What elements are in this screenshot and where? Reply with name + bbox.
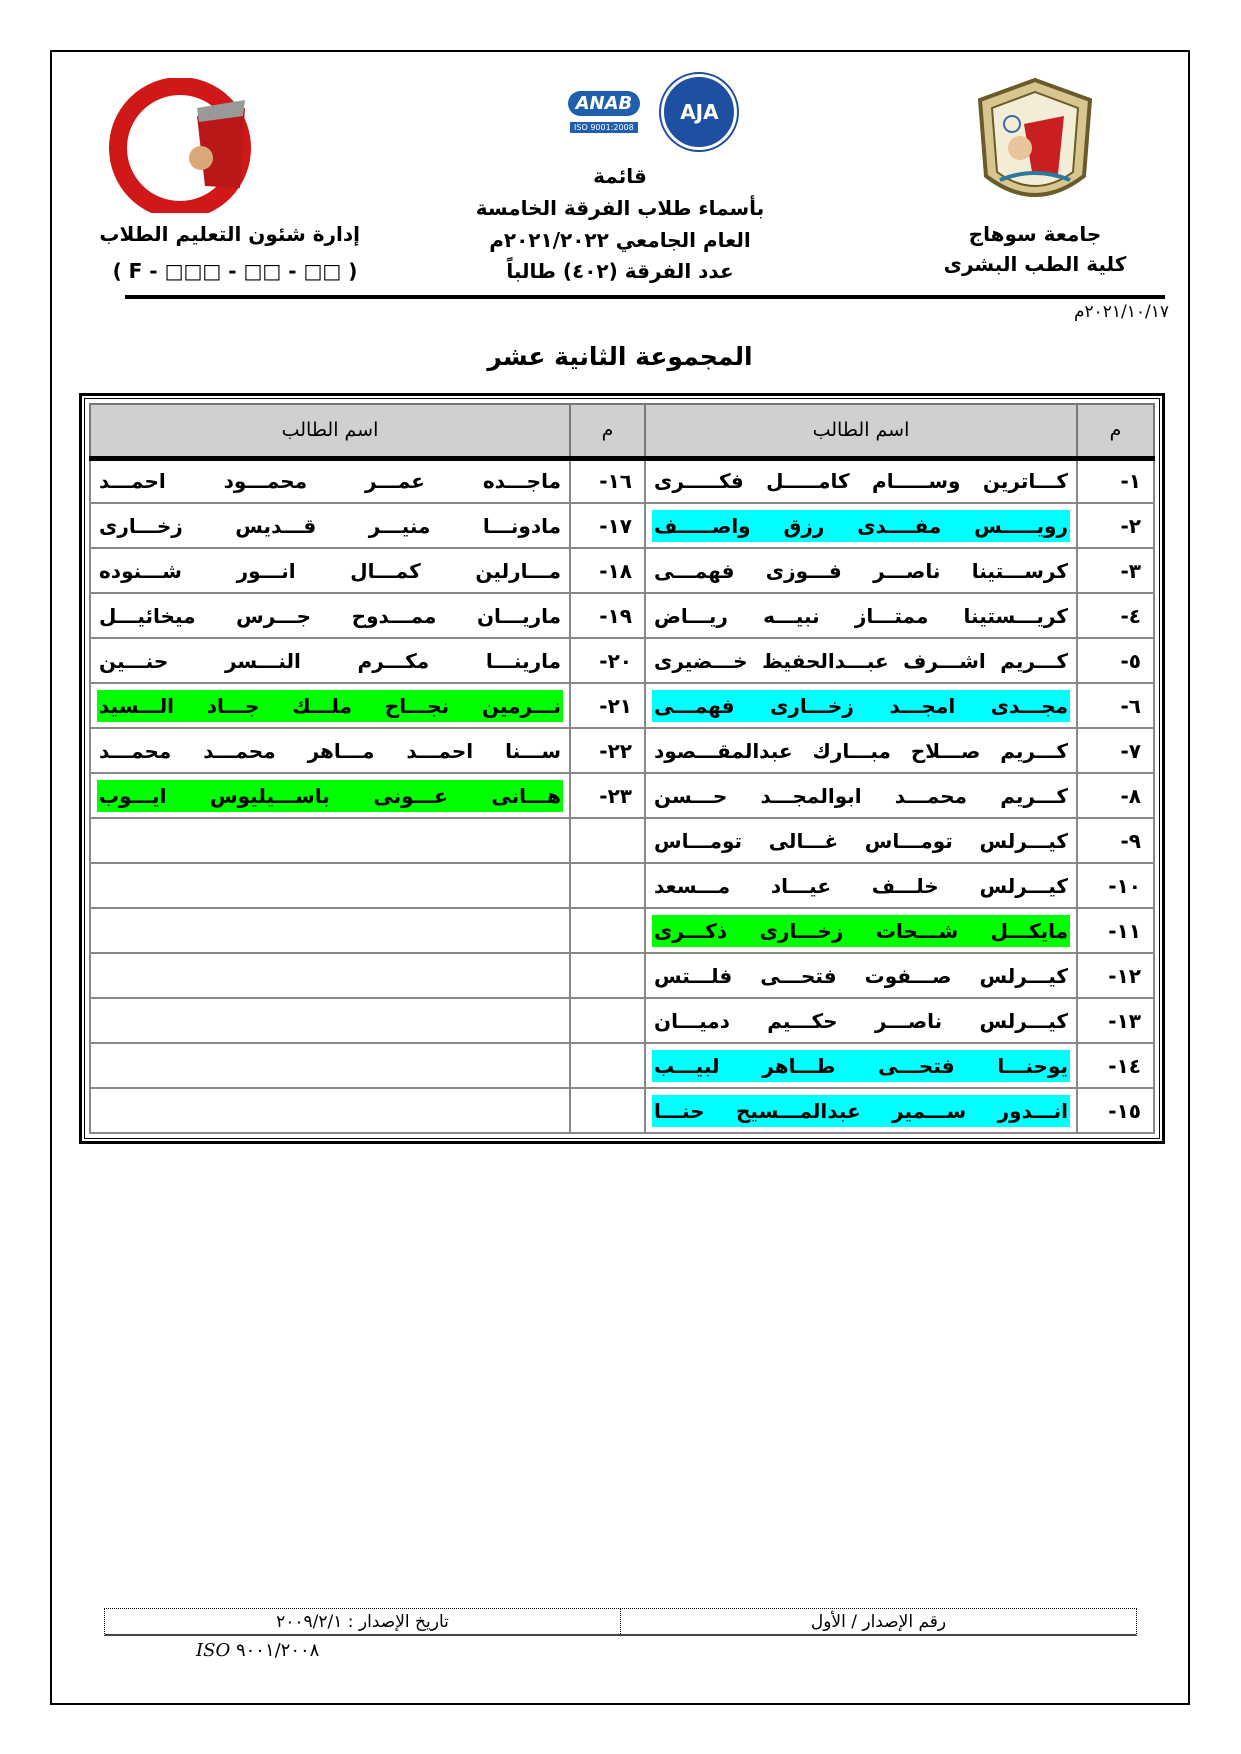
student-name	[645, 998, 1077, 1043]
student-name-text: مادونـــا منيـــر قـــديس زخـــارى	[99, 513, 561, 538]
student-name	[90, 458, 570, 503]
row-number: ١٣-	[1077, 998, 1154, 1043]
student-name-text: انـــدور ســـمير عبدالمـــسيح حنـــا	[652, 1095, 1070, 1127]
student-name	[645, 773, 1077, 818]
student-name-text: كيـــرلس تومـــاس غـــالى تومـــاس	[654, 828, 1068, 853]
student-name	[90, 998, 570, 1043]
doc-title-list: قائمة	[593, 164, 647, 188]
row-number	[570, 1088, 645, 1133]
row-number: ١٩-	[570, 593, 645, 638]
row-number: ٧-	[1077, 728, 1154, 773]
header-name-left: اسم الطالب	[90, 404, 570, 458]
form-code: ( F - □□□ - □□ - □□ )	[112, 259, 358, 283]
student-name-text: رويـــــس مفــــدى رزق واصـــــف	[652, 510, 1070, 542]
student-name	[645, 638, 1077, 683]
student-name	[90, 548, 570, 593]
student-name	[645, 818, 1077, 863]
student-name-text: ماجـــده عمـــر محمـــود احمـــد	[99, 469, 561, 494]
footer-box	[104, 1608, 1137, 1636]
row-number: ٢٣-	[570, 773, 645, 818]
student-name	[645, 593, 1077, 638]
student-name	[90, 728, 570, 773]
student-name-text: مـــارلين كمـــال انـــور شـــنوده	[99, 558, 561, 583]
student-name	[645, 728, 1077, 773]
student-name	[90, 863, 570, 908]
table-row	[90, 548, 1154, 593]
certification-logos	[557, 73, 748, 151]
table-row	[90, 953, 1154, 998]
table-row	[90, 1043, 1154, 1088]
row-number: ١٠-	[1077, 863, 1154, 908]
table-row	[90, 818, 1154, 863]
row-number	[570, 863, 645, 908]
academic-year: العام الجامعي ٢٠٢١/٢٠٢٢م	[489, 228, 751, 252]
student-name-text: كريـــستينا ممتـــاز نبيـــه ريـــاض	[654, 603, 1068, 628]
student-name	[645, 548, 1077, 593]
row-number: ٦-	[1077, 683, 1154, 728]
doc-subtitle-class: بأسماء طلاب الفرقة الخامسة	[475, 196, 765, 220]
row-number	[570, 818, 645, 863]
row-number: ١٦-	[570, 458, 645, 503]
student-name	[90, 593, 570, 638]
student-name-text: كـــريم اشـــرف عبـــدالحفيظ خـــضيرى	[654, 648, 1068, 673]
group-title: المجموعة الثانية عشر	[487, 342, 753, 371]
student-name	[90, 503, 570, 548]
table-row	[90, 863, 1154, 908]
university-name: جامعة سوهاج	[968, 222, 1102, 246]
student-name	[90, 953, 570, 998]
student-name	[645, 863, 1077, 908]
issue-date: تاريخ الإصدار : ٢٠٠٩/٢/١	[276, 1612, 449, 1632]
row-number: ١٤-	[1077, 1043, 1154, 1088]
student-name-text: نـــرمين نجـــاح ملـــك جـــاد الـــسيد	[97, 690, 563, 722]
student-name	[90, 773, 570, 818]
row-number	[570, 1043, 645, 1088]
table-row	[90, 593, 1154, 638]
student-name	[645, 683, 1077, 728]
header-name-right: اسم الطالب	[645, 404, 1077, 458]
student-name-text: ســـنا احمـــد مـــاهر محمـــد محمـــد	[99, 738, 561, 763]
student-name-text: كـــاترين وســـــام كامـــــل فكـــــرى	[654, 469, 1068, 494]
row-number: ١٨-	[570, 548, 645, 593]
table-row	[90, 998, 1154, 1043]
table-row	[90, 728, 1154, 773]
student-name-text: كيـــرلس صـــفوت فتحـــى فلـــتس	[654, 963, 1068, 988]
student-name	[645, 503, 1077, 548]
student-name-text: ماريـــان ممـــدوح جـــرس ميخائيـــل	[99, 603, 561, 628]
class-count: عدد الفرقة (٤٠٢) طالباً	[506, 259, 734, 283]
row-number	[570, 953, 645, 998]
student-name	[90, 683, 570, 728]
table-row	[90, 638, 1154, 683]
table-row	[90, 503, 1154, 548]
student-name-text: مارينـــا مكـــرم النـــسر حنـــين	[99, 648, 561, 673]
table-row	[90, 908, 1154, 953]
sohag-university-seal-logo	[972, 76, 1098, 214]
row-number	[570, 908, 645, 953]
row-number: ١٧-	[570, 503, 645, 548]
student-name	[645, 1043, 1077, 1088]
row-number	[570, 998, 645, 1043]
student-name-text: كرســـتينا ناصـــر فـــوزى فهمـــى	[654, 558, 1068, 583]
student-name	[90, 908, 570, 953]
table-row	[90, 458, 1154, 503]
row-number: ٢٠-	[570, 638, 645, 683]
student-name-text: هـــانى عـــونى باســـيليوس ايـــوب	[97, 780, 563, 812]
student-name-text: كـــريم صـــلاح مبـــارك عبدالمقـــصود	[654, 738, 1068, 763]
row-number: ٢-	[1077, 503, 1154, 548]
student-name	[90, 638, 570, 683]
student-name-text: مجـــدى امجـــد زخـــارى فهمـــى	[652, 690, 1070, 722]
student-name-text: كـــريم محمـــد ابوالمجـــد حـــسن	[654, 783, 1068, 808]
student-name	[645, 908, 1077, 953]
row-number: ٥-	[1077, 638, 1154, 683]
row-number: ١١-	[1077, 908, 1154, 953]
row-number: ٩-	[1077, 818, 1154, 863]
table-row	[90, 1088, 1154, 1133]
student-name-text: كيـــرلس خلـــف عيـــاد مـــسعد	[654, 873, 1068, 898]
student-name	[645, 953, 1077, 998]
student-name-text: كيـــرلس ناصـــر حكـــيم دميـــان	[654, 1008, 1068, 1033]
document-date: ٢٠٢١/١٠/١٧م	[1073, 302, 1169, 322]
student-name	[645, 458, 1077, 503]
header-divider	[125, 295, 1165, 299]
student-name	[90, 1043, 570, 1088]
row-number: ١٥-	[1077, 1088, 1154, 1133]
faculty-of-medicine-logo	[105, 78, 305, 213]
aja-logo: AJA	[661, 74, 737, 150]
header-num-left: م	[570, 404, 645, 458]
anab-logo: ANAB ISO 9001:2008	[568, 91, 641, 133]
row-number: ٢١-	[570, 683, 645, 728]
row-number: ٢٢-	[570, 728, 645, 773]
faculty-name: كلية الطب البشرى	[943, 252, 1127, 276]
student-name	[645, 1088, 1077, 1133]
department-name: إدارة شئون التعليم الطلاب	[99, 222, 360, 246]
iso-standard: ISO ٩٠٠١/٢٠٠٨	[196, 1640, 320, 1661]
student-name	[90, 818, 570, 863]
student-name	[90, 1088, 570, 1133]
table-header-row	[90, 404, 1154, 458]
students-table	[81, 395, 1163, 1142]
student-name-text: يوحنـــا فتحـــى طـــاهر لبيـــب	[652, 1050, 1070, 1082]
row-number: ٨-	[1077, 773, 1154, 818]
issue-number: رقم الإصدار / الأول	[620, 1609, 1136, 1634]
student-name-text: مايكـــل شـــحات زخـــارى ذكـــرى	[652, 915, 1070, 947]
header-num-right: م	[1077, 404, 1154, 458]
table-row	[90, 683, 1154, 728]
row-number: ١٢-	[1077, 953, 1154, 998]
row-number: ٣-	[1077, 548, 1154, 593]
row-number: ١-	[1077, 458, 1154, 503]
row-number: ٤-	[1077, 593, 1154, 638]
table-row	[90, 773, 1154, 818]
